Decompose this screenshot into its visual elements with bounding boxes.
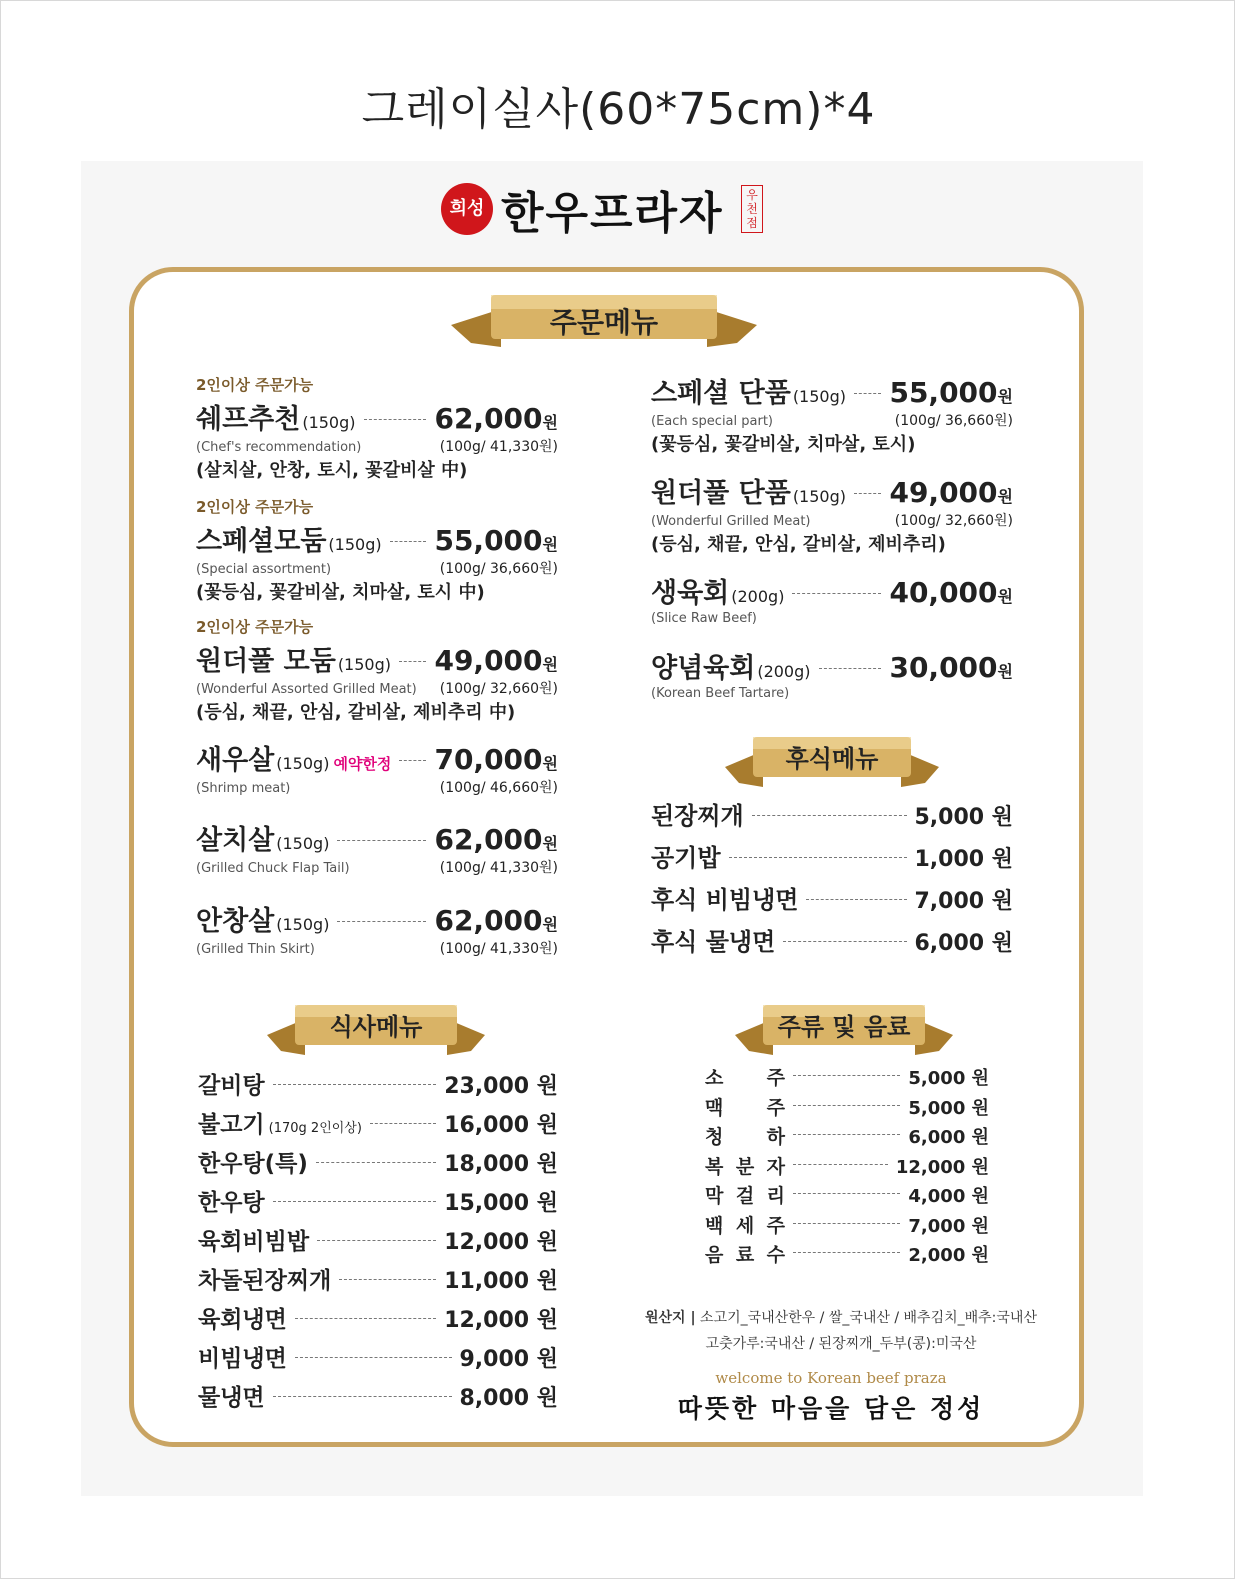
order-item-price: 40,000: [889, 576, 998, 609]
leader-dots: [793, 1252, 900, 1253]
drink-row: [705, 1122, 989, 1152]
after-meal-price: 1,000 원: [914, 847, 1013, 872]
leader-dots: [792, 593, 881, 594]
order-item-parts: (등심, 채끝, 안심, 갈비살, 제비추리): [651, 534, 946, 555]
welcome-text: welcome to Korean beef praza: [715, 1369, 947, 1387]
after-meal-price: 5,000 원: [914, 805, 1013, 830]
leader-dots: [806, 899, 906, 900]
drink-char: 맥: [705, 1096, 724, 1119]
meal-price: 11,000 원: [444, 1269, 558, 1294]
meal-price: 18,000 원: [444, 1152, 558, 1177]
order-item-english: (Grilled Chuck Flap Tail): [196, 861, 350, 876]
order-item-unit-price: (100g/ 32,660원): [439, 681, 558, 697]
order-item-unit-price: (100g/ 36,660원): [439, 561, 558, 577]
drink-char: 음: [705, 1244, 724, 1266]
drink-char: 걸: [735, 1185, 755, 1207]
drink-price: 5,000 원: [908, 1097, 989, 1119]
meal-row: [198, 1145, 558, 1184]
order-item-english: (Grilled Thin Skirt): [196, 942, 315, 957]
meal-price: 23,000 원: [444, 1074, 558, 1099]
order-item-price: 70,000: [434, 743, 543, 776]
order-item-unit-price: (100g/ 41,330원): [439, 439, 558, 455]
after-meal-name: 후식 비빔냉면: [651, 886, 799, 914]
leader-dots: [273, 1396, 452, 1397]
drink-char: 주: [766, 1214, 785, 1237]
order-item-weight: (150g): [276, 834, 330, 853]
after-meal-name: 후식 물냉면: [651, 928, 776, 956]
order-item-english: (Slice Raw Beef): [651, 611, 757, 626]
order-item-price: 55,000: [889, 376, 998, 409]
leader-dots: [399, 661, 426, 662]
section-drinks-title: 주류 및 음료: [777, 1013, 911, 1041]
leader-dots: [273, 1201, 437, 1202]
order-item-name: 원더풀 단품: [651, 478, 791, 509]
order-item-weight: (150g): [276, 915, 330, 934]
leader-dots: [793, 1105, 900, 1106]
order-item-name: 원더풀 모둠: [196, 646, 336, 677]
after-meal-price: 6,000 원: [914, 931, 1013, 956]
order-item: [651, 371, 1013, 456]
order-item-parts: (꽃등심, 꽃갈비살, 치마살, 토시 中): [196, 582, 485, 603]
meal-row: [198, 1223, 558, 1262]
order-item-english: (Each special part): [651, 414, 773, 429]
after-meal-row: [651, 922, 1013, 964]
meal-row: [198, 1106, 558, 1145]
order-item-unit-price: (100g/ 41,330원): [439, 941, 558, 957]
leader-dots: [793, 1164, 888, 1165]
drink-char: 백: [705, 1214, 724, 1237]
order-item: [651, 646, 1013, 701]
meal-name: 육회비빔밥: [198, 1229, 310, 1255]
after-meal-row: [651, 796, 1013, 838]
after-meal-row: [651, 838, 1013, 880]
ribbon-order: [451, 289, 757, 353]
order-item-price: 30,000: [889, 651, 998, 684]
order-item-name: 스페셜모둠: [196, 526, 327, 557]
order-item: [651, 571, 1013, 626]
order-item-english: (Korean Beef Tartare): [651, 686, 790, 701]
order-item-weight: (150g): [792, 487, 846, 506]
won-unit: 원: [542, 413, 558, 432]
drink-char: 청: [705, 1126, 724, 1148]
leader-dots: [793, 1193, 900, 1194]
drink-char: 주: [766, 1067, 785, 1089]
order-item-english: (Shrimp meat): [196, 781, 291, 796]
order-item-name: 살치살: [196, 825, 275, 856]
drink-char: 하: [766, 1126, 785, 1148]
leader-dots: [752, 815, 907, 816]
won-unit: 원: [542, 535, 558, 554]
leader-dots: [364, 419, 427, 420]
meal-row: [198, 1184, 558, 1223]
leader-dots: [337, 921, 426, 922]
order-item-price: 62,000: [434, 904, 543, 937]
drinks-list: [705, 1063, 989, 1270]
leader-dots: [854, 493, 881, 494]
order-item-price: 62,000: [434, 823, 543, 856]
order-note: 2인이상 주문가능: [196, 498, 314, 516]
drink-char: 막: [705, 1185, 724, 1207]
order-item-name: 생육회: [651, 578, 730, 609]
drink-row: [705, 1211, 989, 1241]
order-item-unit-price: (100g/ 41,330원): [439, 860, 558, 876]
order-item-price: 49,000: [434, 644, 543, 677]
order-note: 2인이상 주문가능: [196, 376, 314, 394]
drink-price: 5,000 원: [908, 1068, 989, 1089]
drink-char: 주: [766, 1096, 785, 1119]
leader-dots: [793, 1075, 900, 1076]
order-item: [196, 899, 558, 958]
drink-char: 료: [735, 1244, 755, 1266]
after-meal-name: 공기밥: [651, 844, 721, 872]
order-item-name: 스페셜 단품: [651, 378, 791, 409]
leader-dots: [316, 1162, 436, 1163]
meal-name: 물냉면: [198, 1385, 265, 1411]
won-unit: 원: [997, 587, 1013, 606]
section-after-meal-title: 후식메뉴: [785, 745, 879, 773]
logo-brand: 한우프라자: [501, 188, 724, 239]
won-unit: 원: [542, 655, 558, 674]
meal-row: [198, 1067, 558, 1106]
drink-row: [705, 1093, 989, 1123]
drink-price: 12,000 원: [895, 1156, 989, 1178]
order-item-name: 쉐프추천: [196, 404, 301, 435]
ribbon-drinks: [735, 1001, 953, 1059]
order-item-price: 49,000: [889, 476, 998, 509]
origin-line-1: 소고기_국내산한우 / 쌀_국내산 / 배추김치_배추:국내산: [700, 1310, 1037, 1326]
drink-price: 7,000 원: [908, 1215, 989, 1237]
meal-price: 8,000 원: [459, 1386, 558, 1411]
drink-char: 자: [766, 1155, 785, 1178]
order-item-unit-price: (100g/ 46,660원): [439, 780, 558, 796]
meal-name: 한우탕: [198, 1190, 265, 1216]
reservation-only-badge: 예약한정: [333, 755, 392, 773]
order-item-weight: (150g): [302, 413, 356, 432]
won-unit: 원: [997, 487, 1013, 506]
order-item: [196, 496, 558, 604]
order-item-english: (Chef's recommendation): [196, 440, 362, 455]
order-item-name: 새우살: [196, 745, 275, 776]
leader-dots: [819, 668, 882, 669]
order-item-weight: (150g): [337, 655, 391, 674]
order-item-parts: (꽃등심, 꽃갈비살, 치마살, 토시): [651, 434, 916, 455]
meal-row: [198, 1301, 558, 1340]
meal-name: 불고기: [198, 1112, 265, 1138]
meal-name: 갈비탕: [198, 1073, 265, 1099]
leader-dots: [729, 857, 907, 858]
drink-price: 6,000 원: [908, 1127, 989, 1148]
order-item-weight: (200g): [731, 587, 785, 606]
ribbon-meal: [267, 1001, 485, 1059]
order-item-weight: (150g): [276, 754, 330, 773]
order-item-english: (Wonderful Grilled Meat): [651, 514, 811, 529]
order-item: [651, 471, 1013, 556]
drink-row: [705, 1152, 989, 1182]
meal-price: 16,000 원: [444, 1113, 558, 1138]
leader-dots: [390, 541, 427, 542]
drink-char: 복: [705, 1155, 724, 1178]
meal-row: [198, 1262, 558, 1301]
leader-dots: [854, 393, 881, 394]
drink-char: 소: [705, 1067, 724, 1089]
meal-row: [198, 1340, 558, 1379]
won-unit: 원: [997, 387, 1013, 406]
won-unit: 원: [542, 915, 558, 934]
leader-dots: [339, 1279, 436, 1280]
leader-dots: [317, 1240, 436, 1241]
meal-row: [198, 1379, 558, 1418]
spec-title: 그레이실사(60*75cm)*4: [361, 84, 876, 135]
drink-row: [705, 1063, 989, 1093]
won-unit: 원: [542, 754, 558, 773]
drink-char: 분: [735, 1155, 755, 1178]
leader-dots: [793, 1134, 900, 1135]
origin-info: [621, 1307, 1061, 1353]
order-item: [196, 616, 558, 724]
meal-extra: (170g 2인이상): [268, 1121, 362, 1136]
drink-price: 4,000 원: [908, 1186, 989, 1207]
leader-dots: [337, 840, 426, 841]
leader-dots: [295, 1357, 452, 1358]
order-item-unit-price: (100g/ 36,660원): [894, 413, 1013, 429]
drink-char: 세: [735, 1214, 755, 1237]
after-meal-list: [651, 796, 1013, 964]
order-note: 2인이상 주문가능: [196, 618, 314, 636]
meal-list: [198, 1067, 558, 1418]
ribbon-after-meal: [725, 733, 939, 791]
order-item-parts: (살치살, 안창, 토시, 꽃갈비살 中): [196, 460, 468, 481]
won-unit: 원: [542, 834, 558, 853]
leader-dots: [793, 1223, 900, 1224]
meal-name: 한우탕(특): [198, 1151, 308, 1177]
after-meal-price: 7,000 원: [914, 889, 1013, 914]
origin-line-2: 고춧가루:국내산 / 된장찌개_두부(콩):미국산: [705, 1336, 977, 1352]
order-item-name: 양념육회: [651, 653, 756, 684]
order-item-weight: (150g): [328, 535, 382, 554]
drink-char: 리: [766, 1185, 785, 1207]
leader-dots: [273, 1084, 437, 1085]
order-item: [196, 738, 558, 797]
order-item-parts: (등심, 채끝, 안심, 갈비살, 제비추리 中): [196, 702, 516, 723]
leader-dots: [783, 941, 906, 942]
logo-branch: 우천점: [741, 185, 763, 233]
meal-price: 9,000 원: [459, 1347, 558, 1372]
meal-price: 12,000 원: [444, 1230, 558, 1255]
order-item-weight: (150g): [792, 387, 846, 406]
drink-price: 2,000 원: [908, 1245, 989, 1266]
section-meal-title: 식사메뉴: [329, 1013, 423, 1041]
leader-dots: [370, 1123, 436, 1124]
slogan-text: 따뜻한 마음을 담은 정성: [677, 1394, 985, 1423]
logo-seal: 희성: [441, 183, 493, 235]
order-item-unit-price: (100g/ 32,660원): [894, 513, 1013, 529]
order-item: [196, 374, 558, 482]
order-item-price: 55,000: [434, 524, 543, 557]
meal-name: 육회냉면: [198, 1307, 287, 1333]
leader-dots: [399, 760, 426, 761]
leader-dots: [295, 1318, 436, 1319]
section-order-title: 주문메뉴: [549, 306, 659, 339]
order-item-name: 안창살: [196, 906, 275, 937]
after-meal-row: [651, 880, 1013, 922]
brand-logo: [441, 175, 781, 245]
drink-char: 수: [766, 1244, 785, 1266]
origin-label: 원산지 |: [645, 1310, 696, 1326]
meal-price: 12,000 원: [444, 1308, 558, 1333]
order-item-price: 62,000: [434, 402, 543, 435]
drink-row: [705, 1240, 989, 1270]
order-item-weight: (200g): [757, 662, 811, 681]
order-item-english: (Special assortment): [196, 562, 332, 577]
won-unit: 원: [997, 662, 1013, 681]
drink-row: [705, 1181, 989, 1211]
order-item-english: (Wonderful Assorted Grilled Meat): [196, 682, 417, 697]
meal-name: 차돌된장찌개: [198, 1268, 332, 1294]
order-item: [196, 818, 558, 877]
meal-name: 비빔냉면: [198, 1346, 287, 1372]
meal-price: 15,000 원: [444, 1191, 558, 1216]
after-meal-name: 된장찌개: [651, 802, 744, 830]
